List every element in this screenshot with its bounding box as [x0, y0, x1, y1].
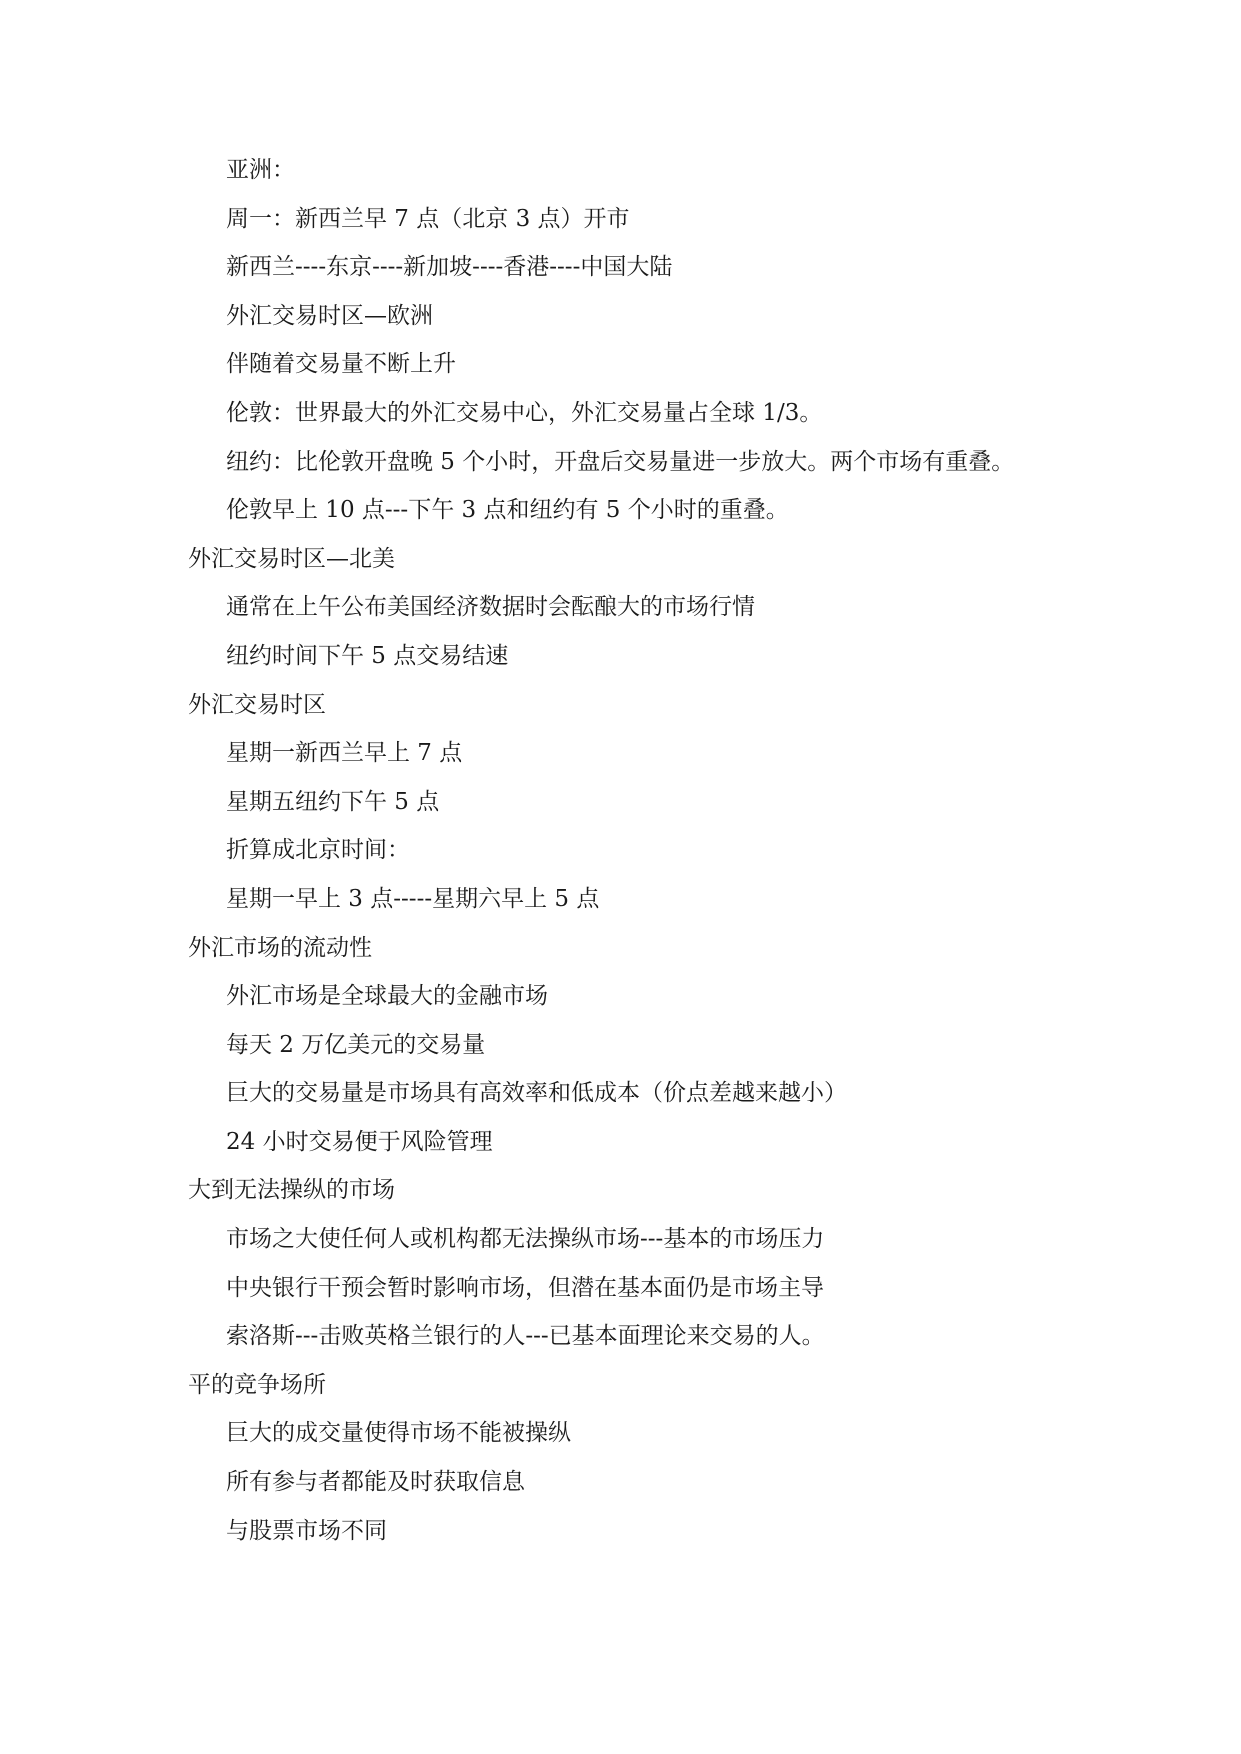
section-heading: 外汇交易时区	[188, 691, 326, 718]
text-line: 伦敦早上 10 点---下午 3 点和纽约有 5 个小时的重叠。	[226, 497, 789, 524]
text-line: 伦敦：世界最大的外汇交易中心，外汇交易量占全球 1/3。	[226, 399, 823, 426]
text-line: 纽约：比伦敦开盘晚 5 个小时，开盘后交易量进一步放大。两个市场有重叠。	[226, 448, 1015, 475]
text-line: 市场之大使任何人或机构都无法操纵市场---基本的市场压力	[226, 1226, 825, 1253]
text-line: 亚洲：	[226, 157, 295, 183]
text-line: 星期五纽约下午 5 点	[226, 788, 440, 815]
text-line: 索洛斯---击败英格兰银行的人---已基本面理论来交易的人。	[226, 1323, 825, 1350]
section-heading: 大到无法操纵的市场	[188, 1177, 395, 1204]
text-line: 新西兰----东京----新加坡----香港----中国大陆	[226, 254, 673, 281]
text-line: 通常在上午公布美国经济数据时会酝酿大的市场行情	[226, 594, 755, 621]
text-line: 24 小时交易便于风险管理	[226, 1128, 493, 1155]
text-line: 中央银行干预会暂时影响市场，但潜在基本面仍是市场主导	[226, 1274, 824, 1301]
section-heading: 平的竞争场所	[188, 1371, 326, 1398]
text-line: 伴随着交易量不断上升	[226, 351, 456, 378]
text-line: 巨大的交易量是市场具有高效率和低成本（价点差越来越小）	[226, 1080, 847, 1107]
text-line: 折算成北京时间：	[226, 837, 410, 864]
text-line: 星期一新西兰早上 7 点	[226, 740, 463, 767]
document-body	[0, 155, 1241, 1564]
text-line: 每天 2 万亿美元的交易量	[226, 1031, 486, 1058]
section-heading: 外汇市场的流动性	[188, 934, 372, 961]
text-line: 与股票市场不同	[226, 1517, 387, 1544]
text-line: 所有参与者都能及时获取信息	[226, 1469, 525, 1496]
section-heading: 外汇交易时区—北美	[188, 545, 395, 572]
text-line: 纽约时间下午 5 点交易结速	[226, 642, 509, 669]
text-line: 外汇交易时区—欧洲	[226, 302, 433, 329]
text-line: 星期一早上 3 点-----星期六早上 5 点	[226, 885, 600, 912]
text-line: 巨大的成交量使得市场不能被操纵	[226, 1420, 571, 1447]
text-line: 周一：新西兰早 7 点（北京 3 点）开市	[226, 205, 630, 232]
text-line: 外汇市场是全球最大的金融市场	[226, 983, 548, 1010]
